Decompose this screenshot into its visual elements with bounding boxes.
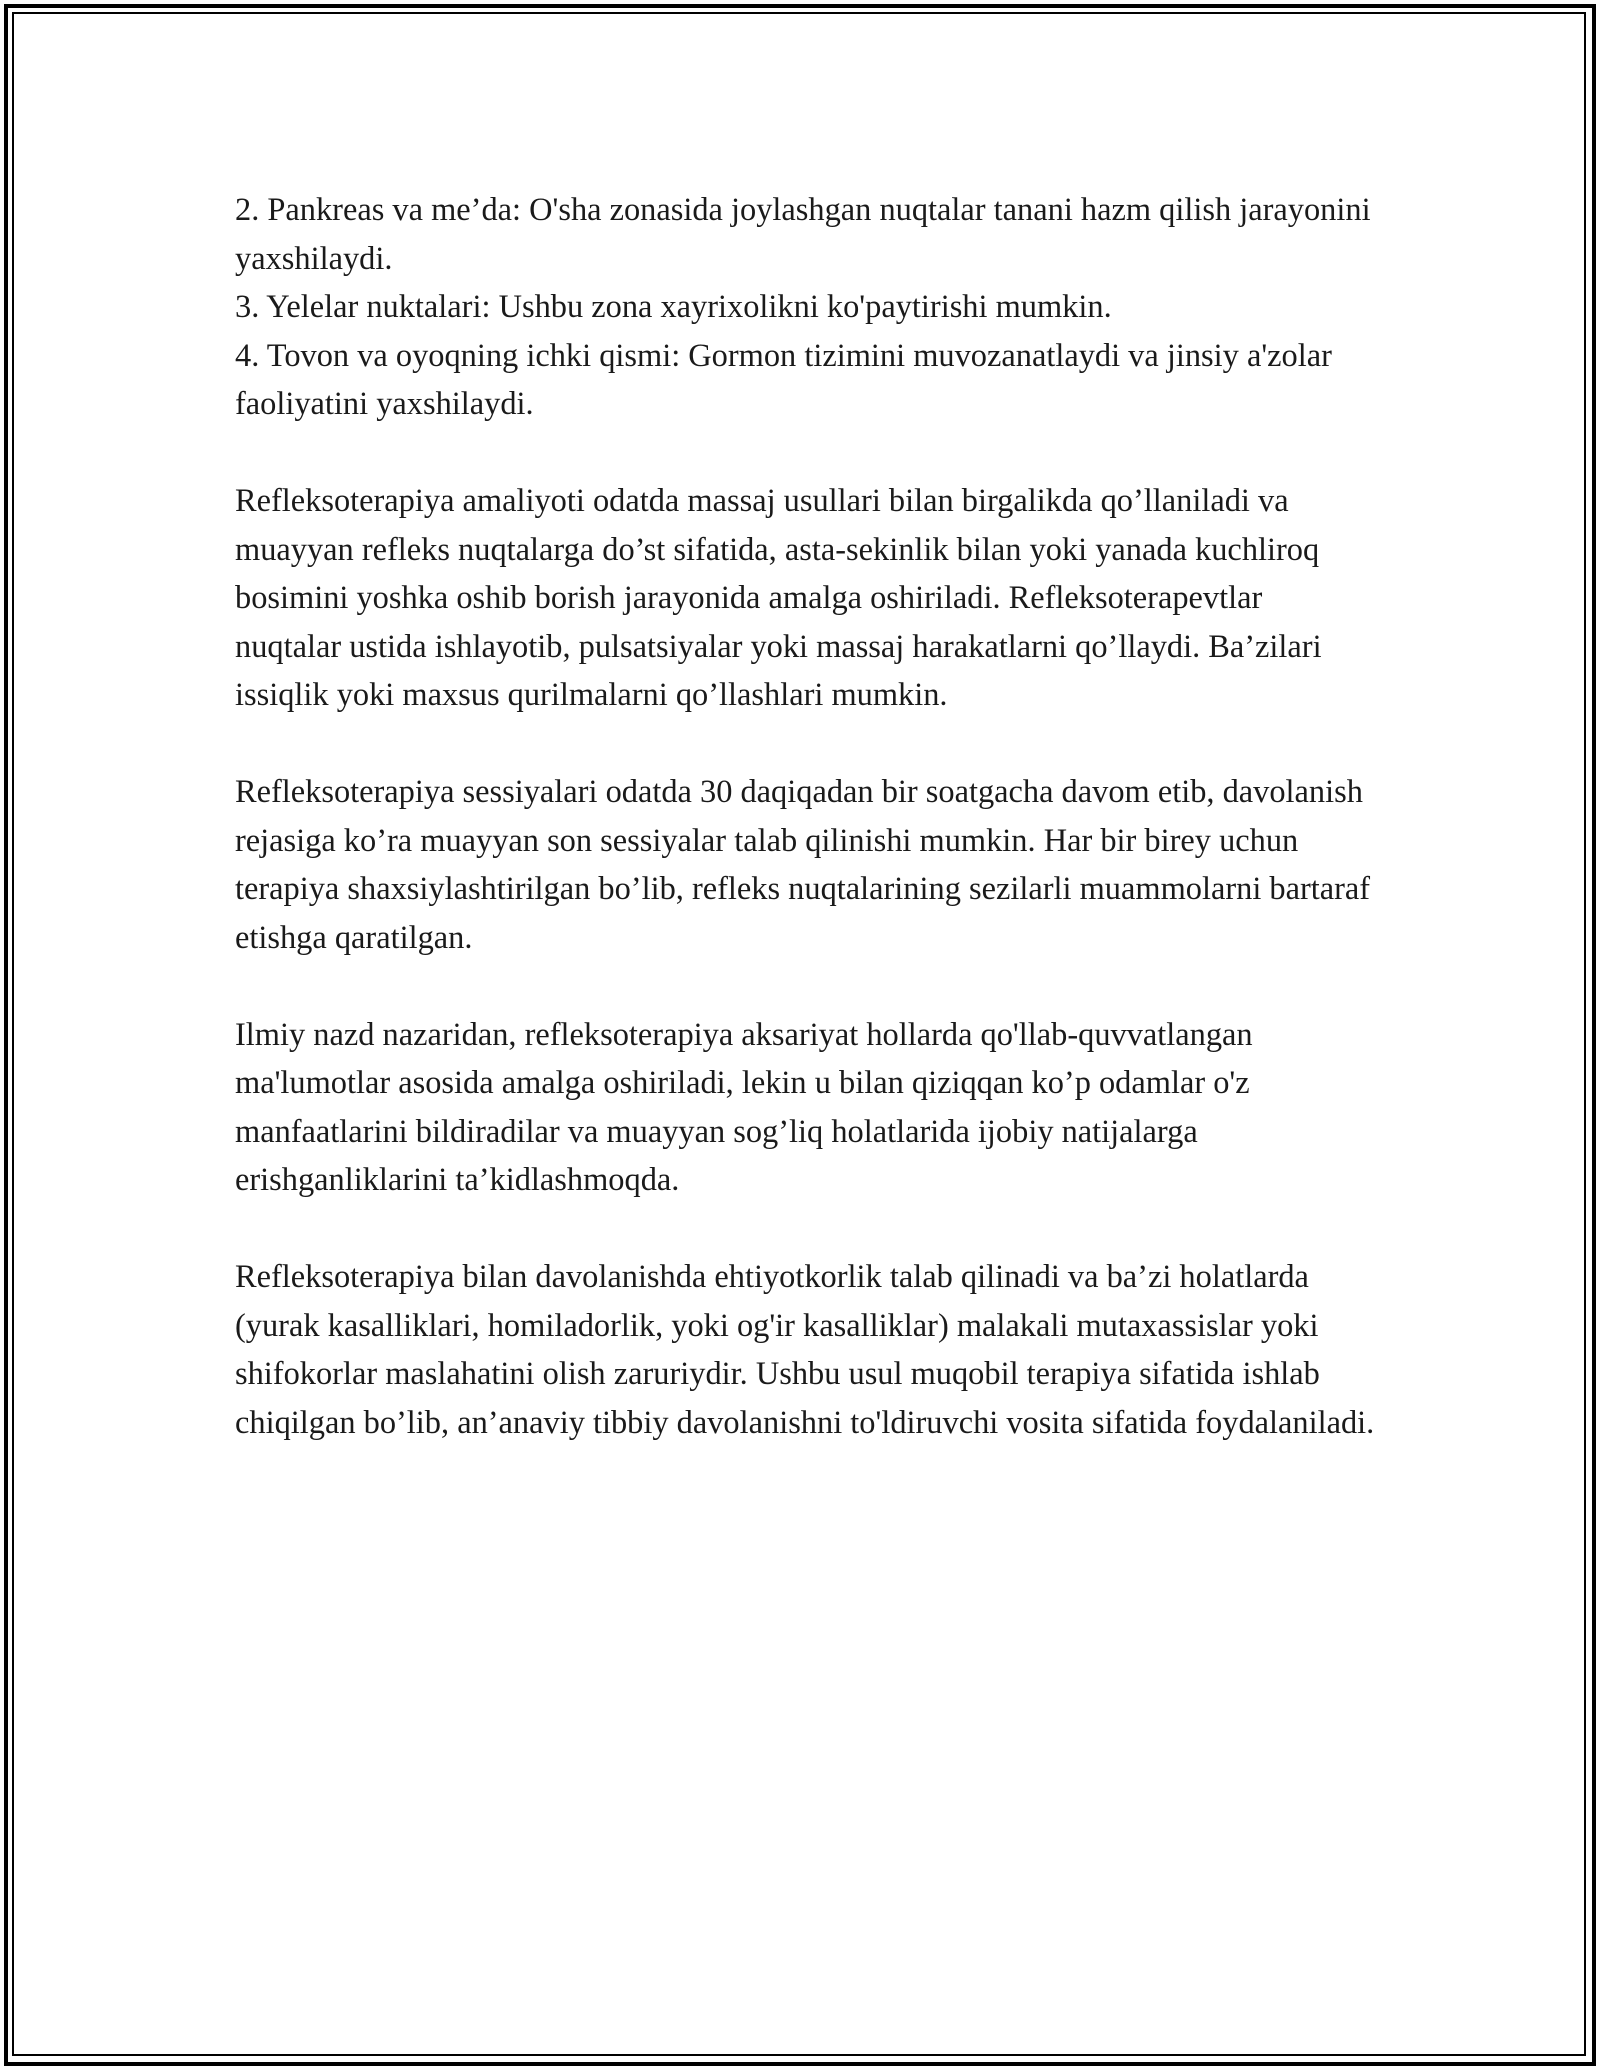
list-item-2: 2. Pankreas va me’da: O'sha zonasida joylashgan nuqtalar tanani hazm qilish jarayonini yaxshilaydi.: [235, 192, 1371, 277]
document-body: [235, 186, 1375, 1496]
list-item-3: 3. Yelelar nuktalari: Ushbu zona xayrixolikni ko'paytirishi mumkin.: [235, 289, 1112, 325]
paragraph-sessions: Refleksoterapiya sessiyalari odatda 30 daqiqadan bir soatgacha davom etib, davolanish rejasiga ko’ra muayyan son sessiyalar talab qilinishi mumkin. Har bir birey uchun terapiya shaxsiylashtirilgan bo’lib, refleks nuqtalarining sezilarli muammolarni bartaraf etishga qaratilgan.: [235, 774, 1371, 956]
list-item-4: 4. Tovon va oyoqning ichki qismi: Gormon tizimini muvozanatlaydi va jinsiy a'zolar faoliyatini yaxshilaydi.: [235, 337, 1332, 422]
paragraph-precautions: Refleksoterapiya bilan davolanishda ehtiyotkorlik talab qilinadi va ba’zi holatlarda (yurak kasalliklari, homiladorlik, yoki og'ir kasalliklar) malakali mutaxassislar yoki shifokorlar maslahatini olish zaruriydir. Ushbu usul muqobil terapiya sifatida ishlab chiqilgan bo’lib, an’anaviy tibbiy davolanishni to'ldiruvchi vosita sifatida foydalaniladi.: [235, 1259, 1375, 1441]
paragraph-scientific-view: Ilmiy nazd nazaridan, refleksoterapiya aksariyat hollarda qo'llab-quvvatlangan ma'lumotlar asosida amalga oshiriladi, lekin u bilan qiziqqan ko’p odamlar o'z manfaatlarini bildiradilar va muayyan sog’liq holatlarida ijobiy natijalarga erishganliklarini ta’kidlashmoqda.: [235, 1016, 1253, 1198]
numbered-list: [235, 186, 1375, 429]
paragraph-practice: Refleksoterapiya amaliyoti odatda massaj usullari bilan birgalikda qo’llaniladi va muayyan refleks nuqtalarga do’st sifatida, asta-sekinlik bilan yoki yanada kuchliroq bosimini yoshka oshib borish jarayonida amalga oshiriladi. Refleksoterapevtlar nuqtalar ustida ishlayotib, pulsatsiyalar yoki massaj harakatlarni qo’llaydi. Ba’zilari issiqlik yoki maxsus qurilmalarni qo’llashlari mumkin.: [235, 483, 1322, 713]
